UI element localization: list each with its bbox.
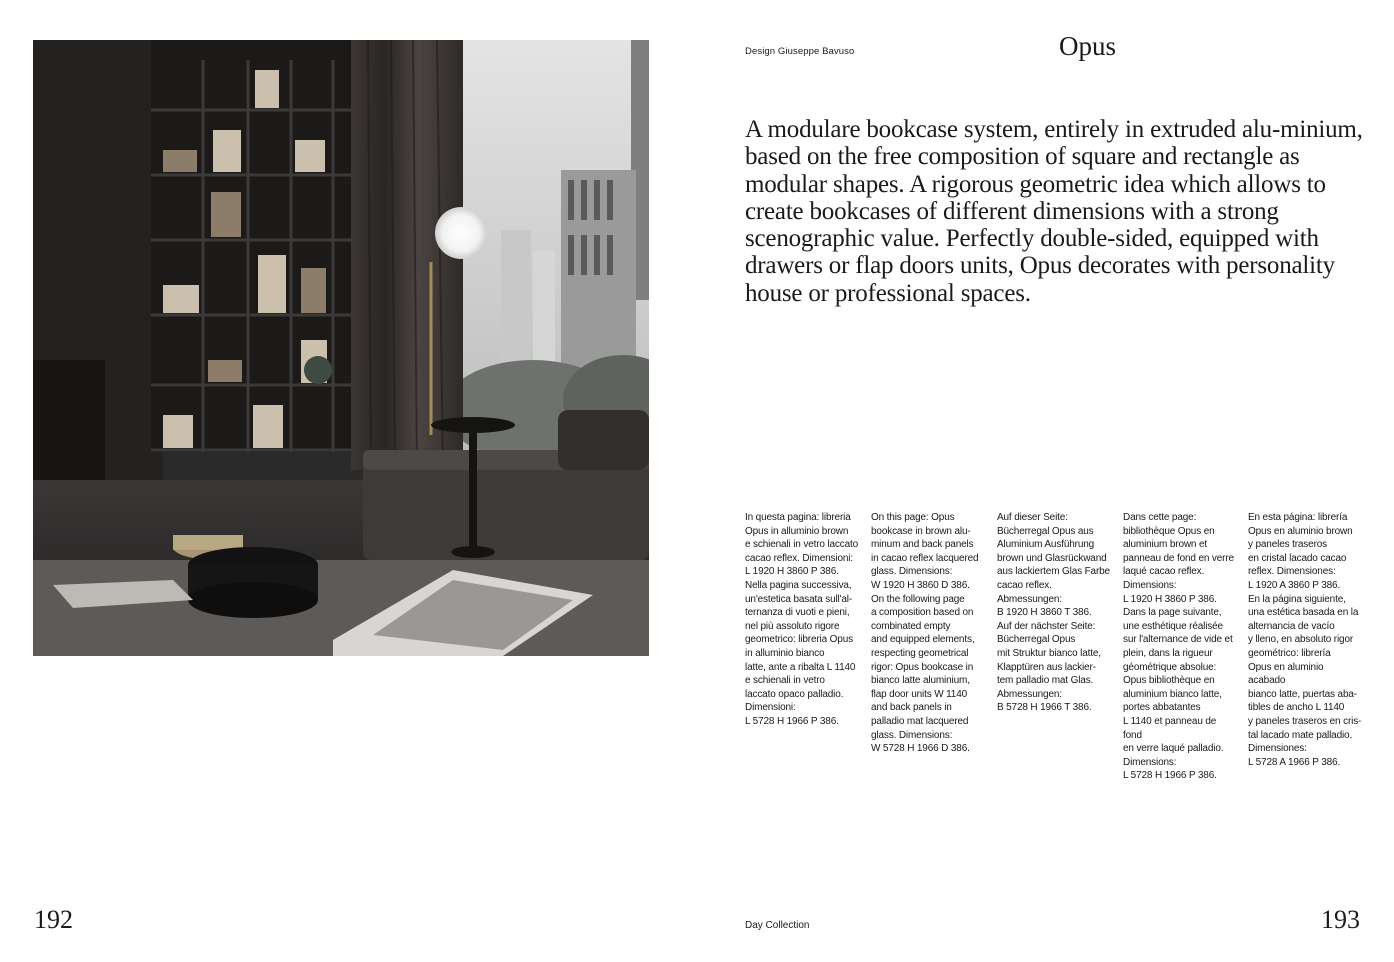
page-number-right: 193 — [1321, 905, 1360, 934]
product-title: Opus — [1059, 31, 1117, 61]
collection-footer: Day Collection — [745, 920, 810, 931]
page-number-left: 192 — [34, 905, 73, 934]
intro-paragraph: A modulare bookcase system, entirely in extruded alu-minium, based on the free composition of square and rectangle as modular shapes. A rigorous geometric idea which allows to create bookcases of different dimensions with a strong scenographic value. Perfectly double-sided, equipped with drawers or flap doors units, Opus decorates with personality house or professional spaces. — [745, 116, 1363, 307]
designer-credit: Design Giuseppe Bavuso — [745, 46, 855, 57]
caption-italian: In questa pagina: libreria Opus in alluminio brown e schienali in vetro laccato cacao reflex. Dimensioni: L 1920 H 3860 P 386. Nella pagina successiva, un'estetica basata sull'al- ternanza di vuoti e pieni, nel più assoluto rigore geometrico: libreria Opus in alluminio bianco latte, ante a ribalta L 1140 e schienali in vetro laccato opaco palladio. Dimensioni: L 5728 H 1966 P 386. — [745, 512, 859, 727]
interior-photo — [33, 40, 649, 656]
caption-french: Dans cette page: bibliothèque Opus en aluminium brown et panneau de fond en verre laqué cacao reflex. Dimensions: L 1920 H 3860 P 386. Dans la page suivante, une esthétique réalisée sur l'alternance de vide et plein, dans la rigueur géométrique absolue: Opus bibliothèque en aluminium bianco latte, portes abbatantes L 1140 et panneau de fond en verre laqué palladio. Dimensions: L 5728 H 1966 P 386. — [1123, 512, 1234, 782]
caption-spanish: En esta página: librería Opus en aluminio brown y paneles traseros en cristal lacado cacao reflex. Dimensiones: L 1920 A 3860 P 386. En la página siguiente, una estética basada en la alternancia de vacío y lleno, en absoluto rigor geométrico: librería Opus en aluminio acabado bianco latte, puertas aba- tibles de ancho L 1140 y paneles traseros en cris- tal lacado mate palladio. Dimensiones: L 5728 A 1966 P 386. — [1248, 512, 1362, 768]
caption-english: On this page: Opus bookcase in brown alu- minum and back panels in cacao reflex lacquered glass. Dimensions: W 1920 H 3860 D 386. On the following page a composition based on combinated empty and equipped elements, respecting geometrical rigor: Opus bookcase in bianco latte aluminium, flap door units W 1140 and back panels in palladio mat lacquered glass. Dimensions: W 5728 H 1966 D 386. — [871, 512, 979, 755]
caption-columns — [745, 511, 1365, 781]
caption-german: Auf dieser Seite: Bücherregal Opus aus Aluminium Ausführung brown und Glasrückwand aus lackiertem Glas Farbe cacao reflex. Abmessungen: B 1920 H 3860 T 386. Auf der nächster Seite: Bücherregal Opus mit Struktur bianco latte, Klapptüren aus lackier- tem palladio mat Glas. Abmessungen: B 5728 H 1966 T 386. — [997, 512, 1110, 714]
